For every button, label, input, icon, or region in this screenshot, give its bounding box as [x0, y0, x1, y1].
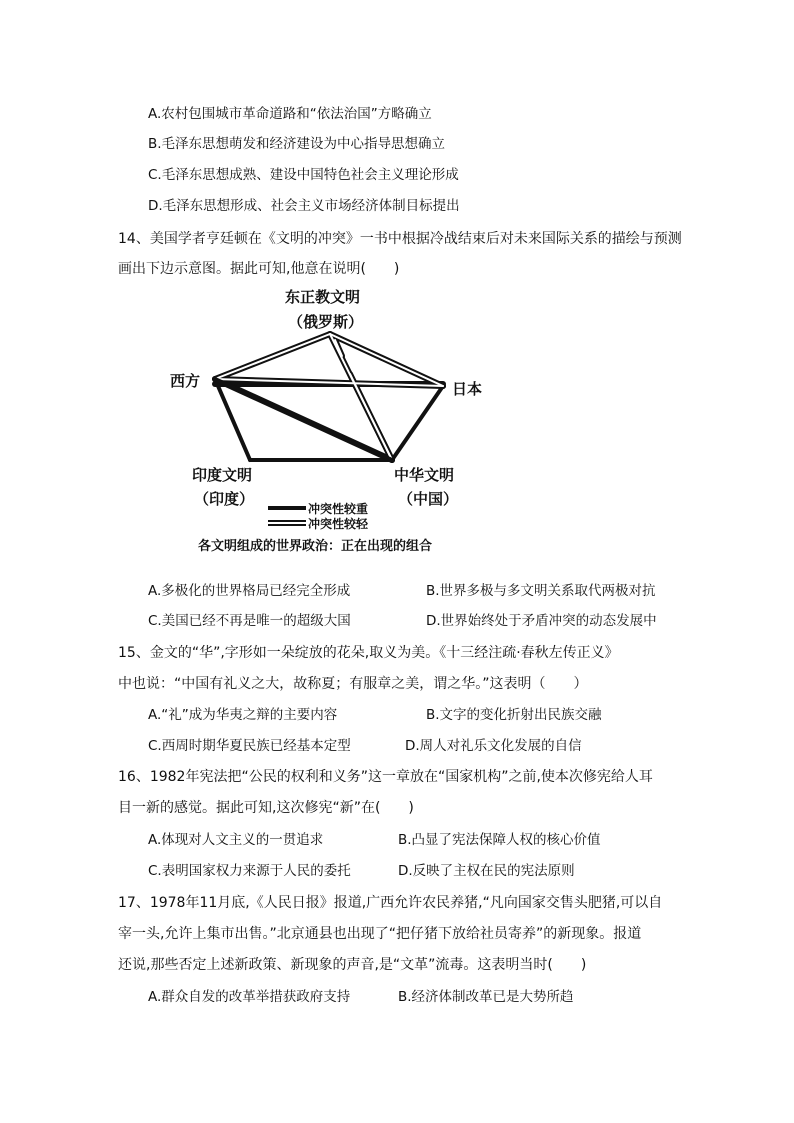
node-india-sub-label: （印度） — [194, 490, 255, 508]
q16-stem-line1: 16、1982年宪法把“公民的权利和义务”这一章放在“国家机构”之前,使本次修宪给人耳 — [118, 769, 653, 785]
q17-option-a: A.群众自发的改革举措获政府支持 — [148, 989, 351, 1005]
node-orthodox-sub-label: （俄罗斯） — [288, 313, 364, 331]
heavy-conflict-lines — [215, 379, 443, 460]
q14-option-c: C.美国已经不再是唯一的超级大国 — [148, 613, 351, 629]
q17-stem-line3: 还说,那些否定上述新政策、新现象的声音,是“文革”流毒。这表明当时( ) — [118, 957, 587, 973]
q14-option-a: A.多极化的世界格局已经完全形成 — [148, 583, 351, 599]
legend-heavy-label: 冲突性较重 — [308, 502, 369, 516]
q15-option-a: A.“礼”成为华夷之辩的主要内容 — [148, 707, 338, 723]
q17-stem-line2: 宰一头,允许上集市出售。”北京通县也出现了“把仔猪下放给社员寄养”的新现象。报道 — [118, 926, 642, 942]
q16-option-d: D.反映了主权在民的宪法原则 — [398, 863, 575, 879]
node-china-sub-label: （中国） — [398, 490, 459, 508]
q15-stem-line1: 15、金文的“华”,字形如一朵绽放的花朵,取义为美。《十三经注疏·春秋左传正义》 — [118, 645, 619, 661]
q17-option-b: B.经济体制改革已是大势所趋 — [398, 989, 574, 1005]
light-conflict-lines — [215, 334, 443, 460]
q14-stem-line2: 画出下边示意图。据此可知,他意在说明( ) — [118, 261, 400, 277]
q14-stem-line1: 14、美国学者亨廷顿在《文明的冲突》一书中根据冷战结束后对未来国际关系的描绘与预测 — [118, 231, 682, 247]
diagram-caption: 各文明组成的世界政治：正在出现的组合 — [198, 539, 433, 554]
q14-option-d: D.世界始终处于矛盾冲突的动态发展中 — [426, 613, 657, 629]
q15-option-b: B.文字的变化折射出民族交融 — [426, 707, 602, 723]
q13-option-b: B.毛泽东思想萌发和经济建设为中心指导思想确立 — [148, 136, 446, 152]
node-japan-label: 日本 — [452, 380, 483, 398]
q16-option-c: C.表明国家权力来源于人民的委托 — [148, 863, 351, 879]
q13-option-a: A.农村包围城市革命道路和“依法治国”方略确立 — [148, 106, 432, 122]
q16-option-a: A.体现对人文主义的一贯追求 — [148, 832, 324, 848]
q13-option-c: C.毛泽东思想成熟、建设中国特色社会主义理论形成 — [148, 167, 459, 183]
q15-option-c: C.西周时期华夏民族已经基本定型 — [148, 738, 351, 754]
q15-option-d: D.周人对礼乐文化发展的自信 — [405, 738, 582, 754]
q17-stem-line1: 17、1978年11月底,《人民日报》报道,广西允许农民养猪,“凡向国家交售头肥猪,可以自 — [118, 895, 663, 911]
q15-stem-line2: 中也说：“中国有礼义之大，故称夏；有服章之美，谓之华。”这表明（ ） — [118, 676, 588, 692]
legend-light-label: 冲突性较轻 — [308, 517, 369, 531]
q16-stem-line2: 目一新的感觉。据此可知,这次修宪“新”在( ) — [118, 800, 414, 816]
node-west-label: 西方 — [170, 372, 201, 390]
node-orthodox-label: 东正教文明 — [285, 288, 361, 306]
q16-option-b: B.凸显了宪法保障人权的核心价值 — [398, 832, 601, 848]
q14-option-b: B.世界多极与多文明关系取代两极对抗 — [426, 583, 656, 599]
node-india-label: 印度文明 — [192, 466, 253, 484]
q13-option-d: D.毛泽东思想形成、社会主义市场经济体制目标提出 — [148, 198, 460, 214]
civilization-diagram — [160, 282, 520, 558]
node-china-label: 中华文明 — [394, 466, 455, 484]
